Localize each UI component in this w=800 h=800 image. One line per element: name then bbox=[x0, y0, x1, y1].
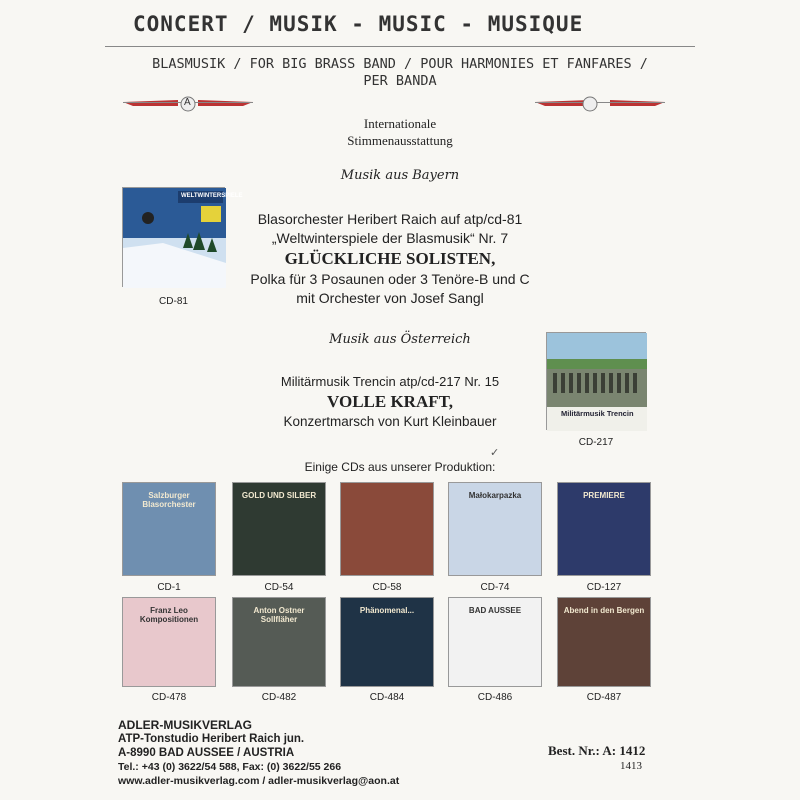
section1-line-5: mit Orchester von Josef Sangl bbox=[296, 290, 484, 306]
cd-cover-title: PREMIERE bbox=[583, 491, 625, 500]
section1-line-4: Polka für 3 Posaunen oder 3 Tenöre-B und C bbox=[250, 271, 530, 287]
section2-line-3: Konzertmarsch von Kurt Kleinbauer bbox=[283, 414, 497, 429]
cd-cover-title: Małokarpazka bbox=[468, 491, 522, 500]
emblem-left bbox=[123, 96, 253, 112]
cd-cover[interactable] bbox=[340, 597, 434, 687]
order-number: Best. Nr.: A: 1412 bbox=[548, 743, 646, 758]
page-title: CONCERT / MUSIK - MUSIC - MUSIQUE bbox=[133, 12, 584, 36]
cd-cover[interactable] bbox=[448, 597, 542, 687]
cd-cover[interactable] bbox=[232, 482, 326, 576]
cd-cover[interactable] bbox=[448, 482, 542, 576]
section2-text bbox=[230, 373, 550, 431]
section2-line-1: Militärmusik Trencin atp/cd-217 Nr. 15 bbox=[280, 374, 500, 389]
cd-cover-title: BAD AUSSEE bbox=[468, 606, 522, 615]
section1-line-3: GLÜCKLICHE SOLISTEN, bbox=[284, 249, 496, 268]
cd-cover[interactable] bbox=[122, 482, 216, 576]
cd-cover[interactable] bbox=[232, 597, 326, 687]
footer-line-2: ATP-Tonstudio Heribert Raich jun. bbox=[118, 733, 305, 745]
cd-cover-title: Franz Leo Kompositionen bbox=[139, 606, 199, 624]
cd-caption: CD-484 bbox=[369, 692, 405, 703]
cd-caption: CD-74 bbox=[480, 582, 510, 593]
cd-cover-title: Anton Ostner Sollfläher bbox=[253, 606, 305, 624]
cd-cover-title: Salzburger Blasorchester bbox=[142, 491, 196, 509]
cd-caption-217: CD-217 bbox=[578, 437, 614, 448]
intro bbox=[280, 115, 520, 149]
cd-cover-81[interactable] bbox=[122, 187, 243, 287]
footer-line-3: A-8990 BAD AUSSEE / AUSTRIA bbox=[118, 747, 295, 759]
cd-caption-81: CD-81 bbox=[159, 296, 188, 307]
intro-line-1: Internationale bbox=[363, 116, 437, 131]
subtitle bbox=[100, 56, 700, 90]
cd-cover-title: GOLD UND SILBER bbox=[241, 491, 317, 500]
cd-caption: CD-127 bbox=[586, 582, 622, 593]
wing-emblem-icon bbox=[535, 96, 665, 112]
header-rule bbox=[105, 46, 695, 47]
cd-caption: CD-486 bbox=[477, 692, 513, 703]
cd-cover-217[interactable] bbox=[546, 332, 646, 430]
emblem-letter: A bbox=[184, 97, 191, 108]
cd-cover[interactable] bbox=[340, 482, 434, 576]
intro-line-2: Stimmenausstattung bbox=[347, 133, 453, 148]
section1-line-1: Blasorchester Heribert Raich auf atp/cd-81 bbox=[257, 211, 523, 227]
footer-line-4: Tel.: +43 (0) 3622/54 588, Fax: (0) 3622/55 266 bbox=[118, 761, 342, 773]
footer-line-1: ADLER-MUSIKVERLAG bbox=[118, 718, 252, 732]
cd-cover[interactable] bbox=[122, 597, 216, 687]
cd-caption: CD-482 bbox=[261, 692, 297, 703]
scan-mark: ✓ bbox=[490, 447, 500, 459]
section-heading-austria: Musik aus Österreich bbox=[329, 332, 471, 347]
footer-address bbox=[118, 718, 399, 788]
cd-caption: CD-1 bbox=[157, 582, 181, 593]
emblem-right bbox=[535, 96, 665, 112]
cd-cover[interactable] bbox=[557, 482, 651, 576]
subtitle-line-1: BLASMUSIK / FOR BIG BRASS BAND / POUR HARMONIES ET FANFARES / bbox=[152, 56, 648, 72]
cover-art-icon bbox=[123, 188, 226, 288]
page-number: 1413 bbox=[620, 760, 642, 772]
cd-caption: CD-478 bbox=[151, 692, 187, 703]
cd-cover[interactable] bbox=[557, 597, 651, 687]
products-heading: Einige CDs aus unserer Produktion: bbox=[304, 460, 496, 474]
section-heading-bavaria: Musik aus Bayern bbox=[340, 168, 460, 183]
cd-caption: CD-487 bbox=[586, 692, 622, 703]
section1-text bbox=[225, 210, 555, 308]
cd-caption: CD-58 bbox=[372, 582, 402, 593]
cd-cover-title: Abend in den Bergen bbox=[563, 606, 645, 615]
cover-title: WELTWINTERSPIELE bbox=[181, 193, 243, 199]
section2-line-2: VOLLE KRAFT, bbox=[327, 392, 453, 411]
subtitle-line-2: PER BANDA bbox=[363, 73, 437, 89]
cd-cover-title: Phänomenal... bbox=[359, 606, 415, 615]
cd-caption: CD-54 bbox=[264, 582, 294, 593]
footer-line-5[interactable]: www.adler-musikverlag.com / adler-musikverlag@aon.at bbox=[118, 775, 400, 787]
section1-line-2: „Weltwinterspiele der Blasmusik“ Nr. 7 bbox=[271, 230, 509, 246]
cover-title: Militärmusik Trencin bbox=[561, 409, 634, 418]
